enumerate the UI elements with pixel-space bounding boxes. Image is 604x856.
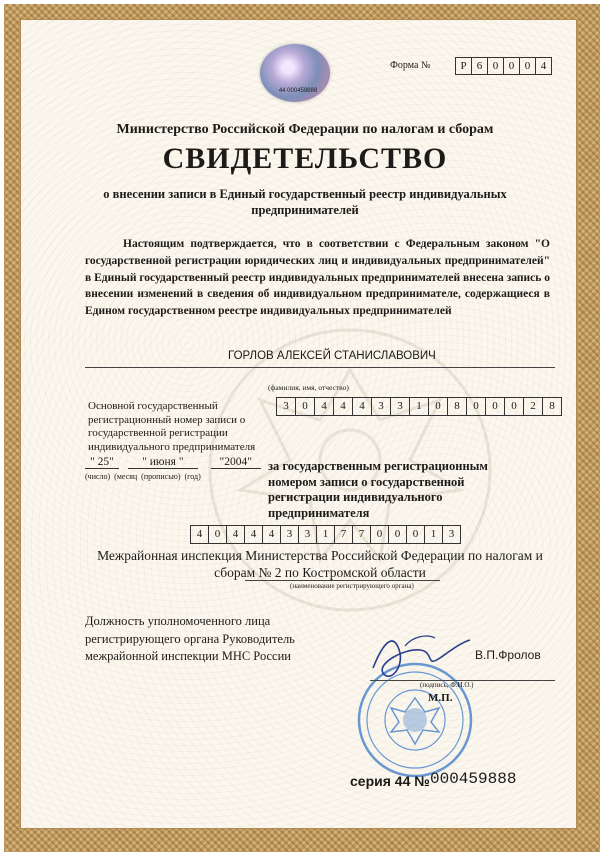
record-number-digit: 3 — [281, 526, 299, 543]
stamp-place-label: М.П. — [428, 692, 453, 704]
date-caption: (число) (месяц (прописью) (год) — [85, 472, 201, 481]
ogrnip-digit: 8 — [549, 400, 555, 412]
form-label: Форма № — [390, 60, 431, 71]
authority-line — [245, 580, 440, 581]
record-number-digit: 1 — [425, 526, 443, 543]
ogrnip-digit: 4 — [334, 398, 353, 415]
person-name: ГОРЛОВ АЛЕКСЕЙ СТАНИСЛАВОВИЧ — [228, 350, 436, 362]
serial-number: 000459888 — [430, 770, 517, 788]
certificate-title: СВИДЕТЕЛЬСТВО — [162, 142, 448, 175]
record-number-digit: 0 — [209, 526, 227, 543]
date-month: " июня " — [128, 456, 198, 469]
record-number-digit: 0 — [389, 526, 407, 543]
form-number-digit: Р — [456, 58, 472, 74]
ogrnip-digit: 0 — [505, 398, 524, 415]
authority-caption: (наименование регистрирующего органа) — [290, 582, 414, 590]
record-number-digit: 1 — [317, 526, 335, 543]
record-number-digit: 7 — [335, 526, 353, 543]
certificate-body-text: Настоящим подтверждается, что в соответствии с Федеральным законом "О государственной регистрации юридических лиц и индивидуальных предпринимателей" в Единый государственный реестр индивидуальных предпринимателей внесена запись о внесении изменений в сведения об индивидуальном предпринимателе, содержащиеся в Едином государственном реестре индивидуальных предпринимателей — [85, 238, 550, 318]
ministry-name: Министерство Российской Федерации по налогам и сборам — [116, 122, 494, 137]
official-name: В.П.Фролов — [475, 648, 541, 662]
ogrnip-digit: 0 — [467, 398, 486, 415]
ogrnip-digit: 4 — [315, 398, 334, 415]
form-number-digit: 6 — [472, 58, 488, 74]
record-number-digit: 0 — [371, 526, 389, 543]
person-name-caption: (фамилия, имя, отчество) — [268, 383, 349, 392]
ogrnip-digit: 0 — [486, 398, 505, 415]
date-year: "2004" — [211, 456, 261, 469]
ogrnip-digit: 4 — [353, 398, 372, 415]
certificate-subtitle: о внесении записи в Единый государственный реестр индивидуальных предпринимателей — [103, 187, 507, 217]
form-number-digit: 0 — [520, 58, 536, 74]
date-day: " 25" — [85, 456, 119, 469]
record-number-label: за государственным регистрационным номером записи о государственной регистрации индивидуального предпринимателя — [268, 459, 488, 520]
signature-icon — [365, 628, 475, 688]
record-number-digit: 4 — [191, 526, 209, 543]
person-name-line — [85, 367, 555, 368]
ogrnip-digit: 8 — [448, 398, 467, 415]
record-number-digit: 4 — [263, 526, 281, 543]
ogrnip-digit: 3 — [372, 398, 391, 415]
ogrnip-digit: 1 — [410, 398, 429, 415]
registration-date — [85, 456, 261, 469]
ogrnip-digit: 0 — [296, 398, 315, 415]
ogrnip-digit: 3 — [391, 398, 410, 415]
record-number-cells — [190, 525, 461, 544]
record-number-digit: 0 — [407, 526, 425, 543]
signature-caption: (подпись, Ф.И.О.) — [420, 681, 474, 689]
record-number-digit: 4 — [227, 526, 245, 543]
ogrnip-label: Основной государственный регистрационный номер записи о государственной регистрации индивидуального предпринимателя — [88, 400, 256, 453]
ogrnip-digit: 3 — [277, 398, 296, 415]
hologram-number: 44 000459888 — [278, 88, 318, 94]
ogrnip-number-cells — [276, 397, 562, 416]
record-number-digit: 3 — [448, 528, 455, 540]
record-number-digit: 4 — [245, 526, 263, 543]
form-number-digit: 0 — [488, 58, 504, 74]
record-number-digit: 3 — [299, 526, 317, 543]
ogrnip-digit: 2 — [524, 398, 543, 415]
official-position: Должность уполномоченного лица регистрирующего органа Руководитель межрайонной инспекции МНС России — [85, 614, 295, 663]
registering-authority: Межрайонная инспекция Министерства Российской Федерации по налогам и сборам № 2 по Костромской области — [97, 548, 543, 580]
serial-label: серия 44 № — [350, 773, 430, 789]
form-number-digit: 4 — [540, 60, 547, 72]
form-number-cells — [455, 57, 552, 75]
ogrnip-digit: 0 — [429, 398, 448, 415]
form-number-digit: 0 — [504, 58, 520, 74]
record-number-digit: 7 — [353, 526, 371, 543]
